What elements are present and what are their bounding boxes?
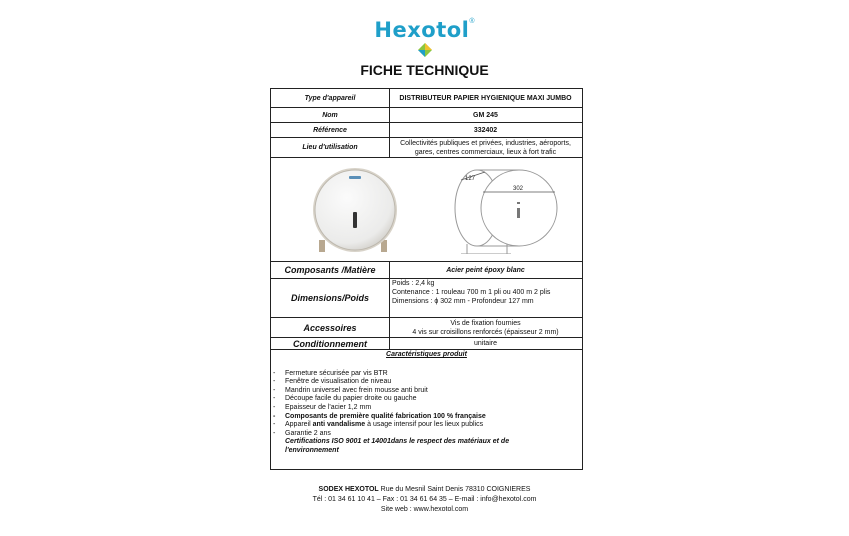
certifications-note — [271, 438, 582, 455]
diameter-dimension-label: 302 — [513, 186, 524, 192]
footer-address-line — [0, 485, 849, 495]
dimensions-label: Dimensions/Poids — [271, 279, 390, 317]
certifications-line-1: Certifications ISO 9001 et 14001dans le respect des matériaux et de — [285, 438, 510, 446]
feature-item: - Mandrin universel avec frein mousse anti bruit — [273, 387, 582, 396]
accessoires-line-2: 4 vis sur croisillons renforcés (épaisseur 2 mm) — [412, 328, 559, 336]
row-composants — [271, 262, 582, 279]
conditionnement-value: unitaire — [474, 340, 497, 347]
lieu-value — [389, 138, 582, 157]
footer-company: SODEX HEXOTOL — [318, 486, 379, 493]
feature-text-pre: Appareil — [285, 421, 313, 429]
hexotol-logo — [0, 18, 849, 42]
logo-wordmark: Hexotol — [374, 18, 470, 42]
feature-text-post: à usage intensif pour les lieux publics — [365, 421, 484, 429]
feature-item: - Epaisseur de l'acier 1,2 mm — [273, 404, 582, 413]
type-label: Type d'appareil — [271, 89, 390, 107]
feature-item — [273, 421, 582, 430]
row-reference — [271, 123, 582, 138]
type-value: DISTRIBUTEUR PAPIER HYGIENIQUE MAXI JUMBO — [399, 94, 572, 102]
composants-value: Acier peint époxy blanc — [446, 266, 525, 274]
feature-text-bold: anti vandalisme — [312, 421, 366, 429]
composants-label: Composants /Matière — [271, 262, 390, 278]
accessoires-line-1: Vis de fixation fournies — [450, 319, 521, 327]
capacity-line: Contenance : 1 rouleau 700 m 1 pli ou 400 m 2 plis — [392, 289, 551, 296]
dimensions-value — [389, 279, 582, 317]
footer-website: Site web : www.hexotol.com — [380, 506, 469, 513]
footer — [0, 485, 849, 515]
dispenser-technical-drawing — [451, 168, 571, 254]
reference-value: 332402 — [473, 126, 498, 134]
page-title: FICHE TECHNIQUE — [360, 62, 489, 78]
logo-diamond-icon — [418, 43, 432, 57]
row-lieu — [271, 138, 582, 158]
features-list — [271, 370, 582, 439]
accessoires-value — [389, 318, 582, 337]
depth-dimension-label: 127 — [465, 176, 476, 182]
lieu-line-1: Collectivités publiques et privées, industries, aéroports, — [400, 139, 571, 147]
weight-line: Poids : 2,4 kg — [392, 280, 435, 287]
footer-address: Rue du Mesnil Saint Denis 78310 COIGNIERES — [378, 486, 531, 493]
feature-item: - Garantie 2 ans — [273, 430, 582, 439]
row-accessoires — [271, 318, 582, 338]
features-title: Caractéristiques produit — [386, 351, 467, 358]
footer-contact: Tél : 01 34 61 10 41 – Fax : 01 34 61 64 35 – E-mail : info@hexotol.com — [312, 496, 537, 503]
nom-label: Nom — [271, 108, 390, 122]
feature-item: - Fermeture sécurisée par vis BTR — [273, 370, 582, 379]
lieu-line-2: gares, centres commerciaux, lieux à fort trafic — [414, 148, 557, 156]
row-nom — [271, 108, 582, 123]
row-type — [271, 89, 582, 108]
row-dimensions — [271, 279, 582, 318]
lieu-label: Lieu d'utilisation — [271, 138, 390, 157]
accessoires-label: Accessoires — [271, 318, 390, 337]
registered-mark: ® — [469, 18, 475, 25]
conditionnement-label: Conditionnement — [271, 338, 390, 349]
nom-value: GM 245 — [473, 111, 498, 119]
row-conditionnement — [271, 338, 582, 350]
dimensions-line: Dimensions : ϕ 302 mm - Profondeur 127 mm — [392, 298, 534, 305]
features-section — [271, 351, 582, 456]
certifications-line-2: l'environnement — [285, 446, 339, 454]
reference-label: Référence — [271, 123, 390, 137]
spec-sheet-table — [270, 88, 583, 470]
feature-item: - Composants de première qualité fabrication 100 % française — [273, 413, 582, 422]
product-images-row — [271, 158, 582, 262]
dispenser-photo — [311, 166, 401, 258]
feature-item: - Fenêtre de visualisation de niveau — [273, 378, 582, 387]
feature-item: - Découpe facile du papier droite ou gauche — [273, 395, 582, 404]
